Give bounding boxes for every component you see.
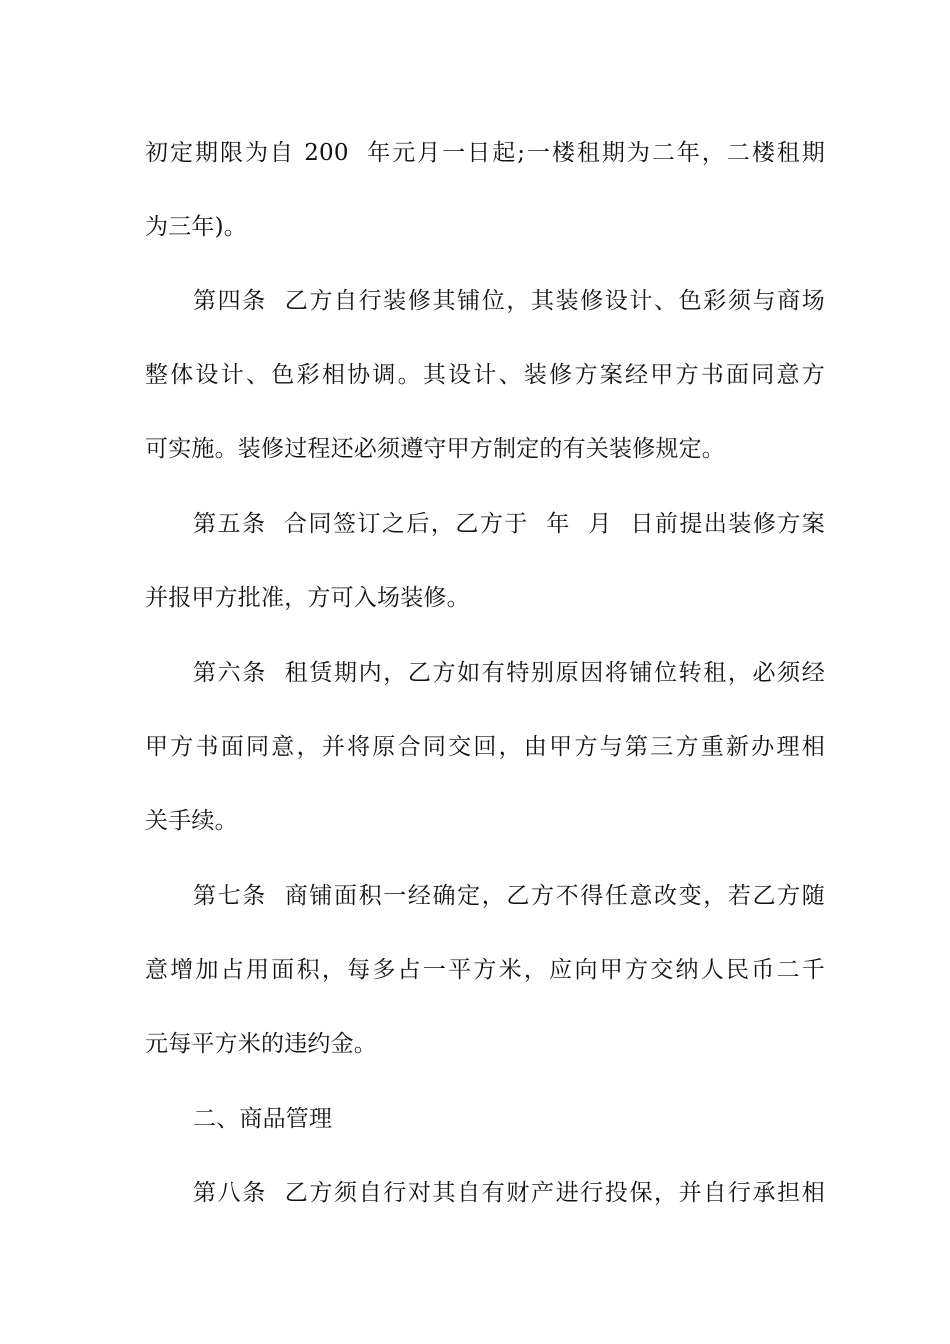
section-heading: 二、商品管理 [193,1106,333,1132]
paragraph-line: 关手续。 [145,808,238,834]
paragraph-line: 元每平方米的违约金。 [145,1031,377,1057]
article-7-line: 第七条 商铺面积一经确定，乙方不得任意改变，若乙方随 [193,883,825,909]
article-8-line: 第八条 乙方须自行对其自有财产进行投保，并自行承担相 [193,1180,825,1206]
article-4-line: 第四条 乙方自行装修其铺位，其装修设计、色彩须与商场 [193,288,825,314]
paragraph-line: 为三年)。 [145,214,247,240]
article-5-line: 第五条 合同签订之后，乙方于 年 月 日前提出装修方案 [193,511,825,537]
article-6-line: 第六条 租赁期内，乙方如有特别原因将铺位转租，必须经 [193,660,825,686]
paragraph-line: 初定期限为自 200 年元月一日起;一楼租期为二年，二楼租期 [145,140,825,166]
paragraph-line: 意增加占用面积，每多占一平方米，应向甲方交纳人民币二千 [145,957,825,983]
paragraph-line: 甲方书面同意，并将原合同交回，由甲方与第三方重新办理相 [145,734,825,760]
paragraph-line: 可实施。装修过程还必须遵守甲方制定的有关装修规定。 [145,436,725,462]
paragraph-line: 并报甲方批准，方可入场装修。 [145,585,470,611]
paragraph-line: 整体设计、色彩相协调。其设计、装修方案经甲方书面同意方 [145,362,825,388]
